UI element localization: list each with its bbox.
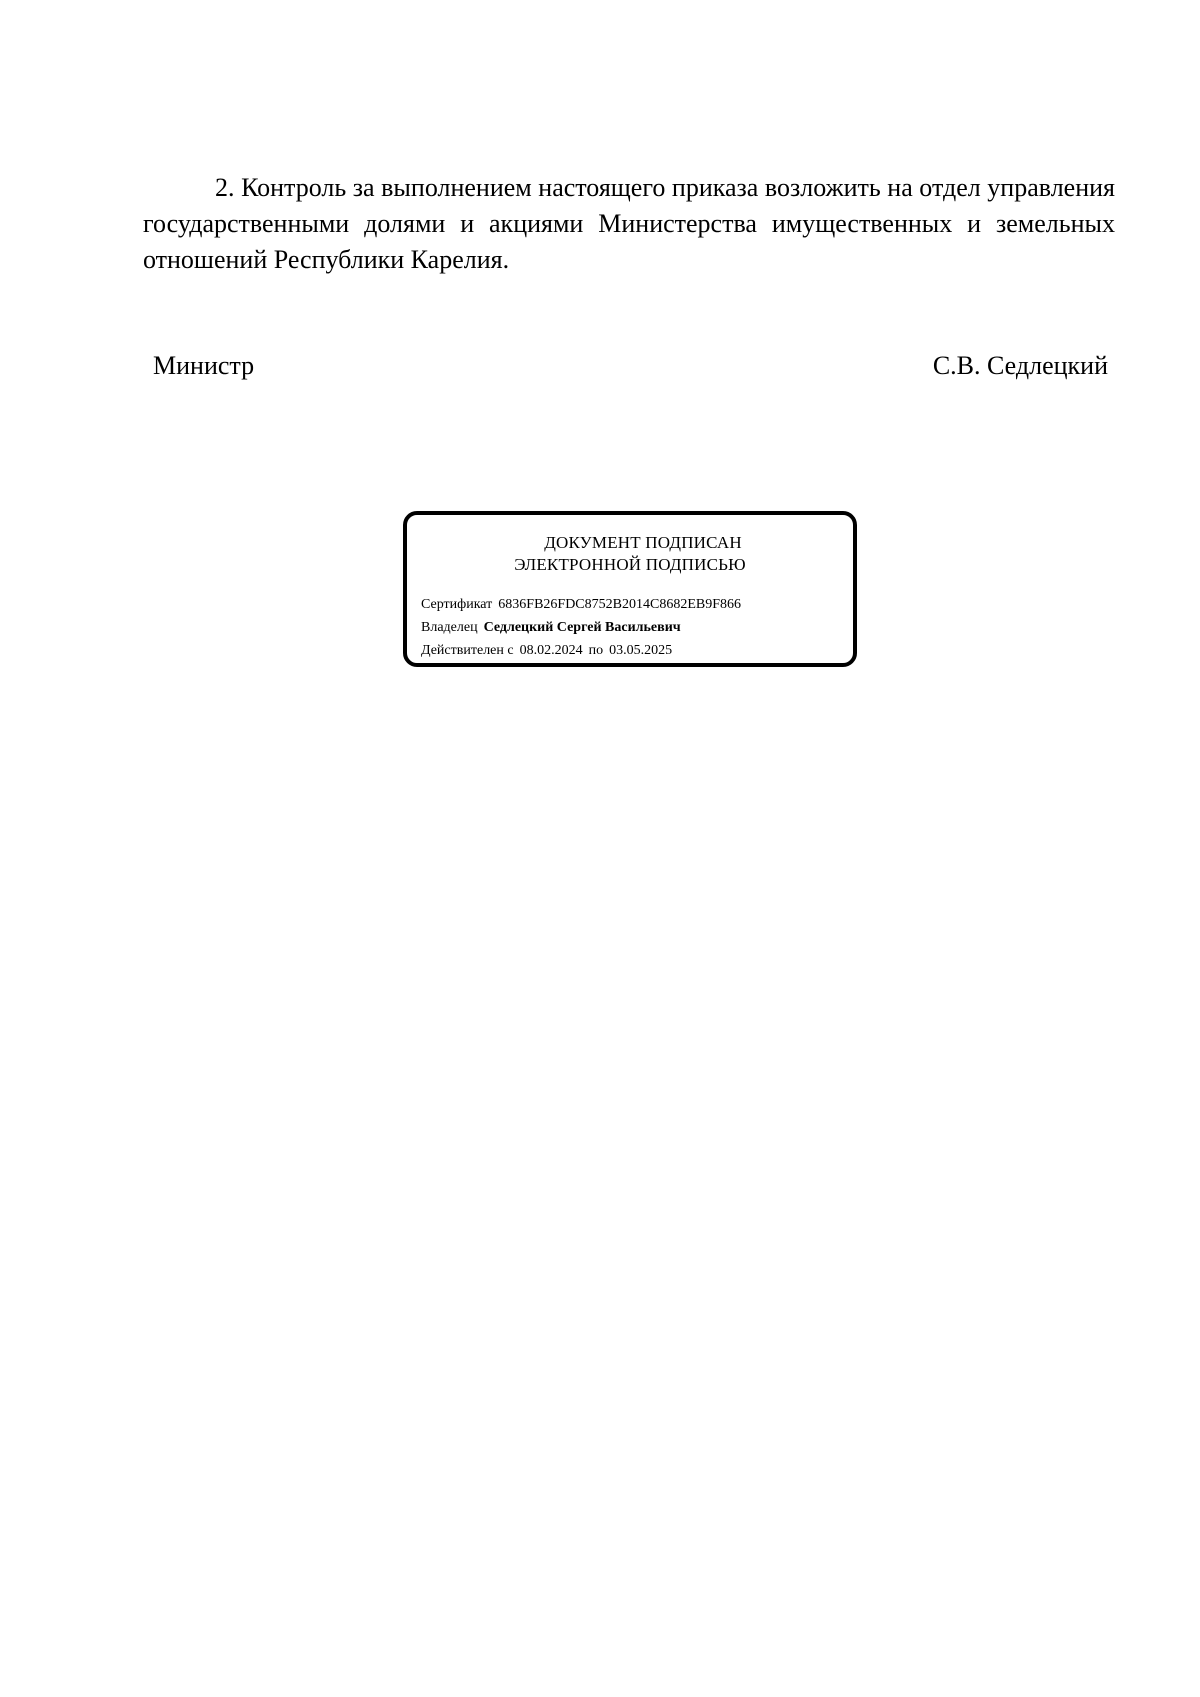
valid-from: 08.02.2024	[519, 643, 583, 658]
stamp-title-line-2: ЭЛЕКТРОННОЙ ПОДПИСЬЮ	[514, 555, 746, 574]
valid-label: Действителен с	[421, 643, 514, 658]
stamp-certificate-row	[421, 593, 741, 616]
valid-to-label: по	[588, 643, 604, 658]
owner-value: Седлецкий Сергей Васильевич	[483, 620, 681, 635]
stamp-validity-row	[421, 639, 741, 662]
certificate-label: Сертификат	[421, 597, 493, 612]
electronic-signature-stamp	[403, 511, 857, 667]
certificate-value: 6836FB26FDC8752B2014C8682EB9F866	[498, 597, 741, 612]
paragraph-item-2: 2. Контроль за выполнением настоящего приказа возложить на отдел управления государственными долями и акциями Министерства имущественных и земельных отношений Республики Карелия.	[143, 173, 1115, 274]
stamp-title-line-1: ДОКУМЕНТ ПОДПИСАН	[544, 533, 742, 552]
stamp-title	[407, 532, 853, 576]
signer-name: С.В. Седлецкий	[932, 351, 1108, 380]
stamp-owner-row	[421, 616, 741, 639]
stamp-details	[421, 593, 741, 662]
valid-to: 03.05.2025	[609, 643, 673, 658]
owner-label: Владелец	[421, 620, 478, 635]
signer-position: Министр	[153, 351, 255, 380]
